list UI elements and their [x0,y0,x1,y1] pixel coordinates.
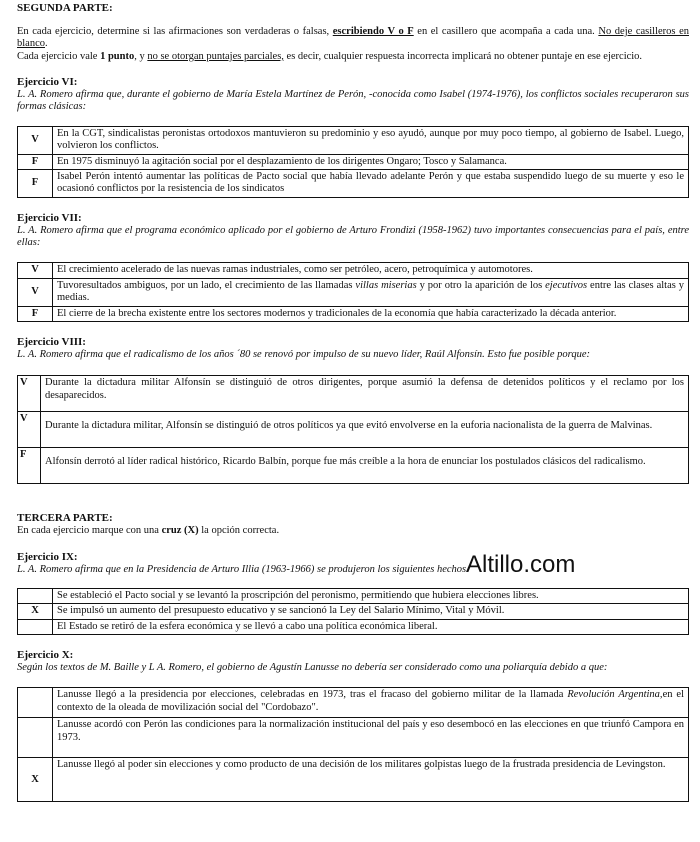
option-cell: Lanusse llegó al poder sin elecciones y como producto de una decisión de los militares golpistas luego de la frustrada presidencia de Levingston. [53,758,689,802]
exam-page [17,0,689,802]
watermark-text: Altillo.com [466,551,576,578]
ej9-statement: L. A. Romero afirma que en la Presidencia de Arturo Illia (1963-1966) se produjeron los siguientes hechos. [17,563,469,575]
table-row [18,278,689,306]
answer-cell[interactable] [18,588,53,603]
answer-cell[interactable]: V [18,126,53,154]
table-row [18,412,689,448]
table-row [18,376,689,412]
ej7-statement: L. A. Romero afirma que el programa económico aplicado por el gobierno de Arturo Frondizi (1958-1962) tuvo importantes consecuencias para el país, entre ellas: [17,224,689,249]
statement-cell: El cierre de la brecha existente entre los sectores modernos y tradicionales de la economía que había caracterizado la década anterior. [53,306,689,321]
answer-cell[interactable]: V [18,412,41,448]
section2-instructions: En cada ejercicio, determine si las afirmaciones son verdaderas o falsas, escribiendo V o F en el casillero que acompaña a cada una. No deje casilleros en blanco. [17,25,689,50]
table-row [18,448,689,484]
table-row [18,154,689,169]
statement-cell: Durante la dictadura militar, Alfonsín se distinguió de otros políticos ya que evitó envolverse en la euforia nacionalista de la guerra de Malvinas. [41,412,689,448]
ej9-title: Ejercicio IX: [17,550,78,563]
option-cell: Lanusse llegó a la presidencia por elecciones, celebradas en 1973, tras el fracaso del gobierno militar de la llamada Revolución Argentina,en el contexto de la oleada de movilización social del "Cordobazo". [53,688,689,718]
option-cell: Lanusse acordó con Perón las condiciones para la normalización institucional del país y eso desembocó en las elecciones en que triunfó Campora en 1973. [53,718,689,758]
table-row [18,126,689,154]
table-row [18,688,689,718]
ej10-table [17,687,689,802]
section3-instructions: En cada ejercicio marque con una cruz (X) la opción correcta. [17,525,280,537]
answer-cell[interactable]: F [18,169,53,197]
option-cell: Se estableció el Pacto social y se levantó la proscripción del peronismo, permitiendo que hubiera elecciones libres. [53,588,689,603]
statement-cell: En 1975 disminuyó la agitación social por el desplazamiento de los dirigentes Ongaro; Tosco y Salamanca. [53,154,689,169]
section3-title: TERCERA PARTE: [17,512,113,525]
answer-cell[interactable] [18,688,53,718]
ej8-statement: L. A. Romero afirma que el radicalismo de los años ´80 se renovó por impulso de su nuevo líder, Raúl Alfonsín. Esto fue posible porque: [17,348,590,360]
answer-cell[interactable]: X [18,604,53,619]
statement-cell: El crecimiento acelerado de las nuevas ramas industriales, como ser petróleo, acero, petroquímica y automotores. [53,263,689,278]
statement-cell: Durante la dictadura militar Alfonsín se distinguió de otros dirigentes, porque asumió la defensa de detenidos políticos y el reclamo por los desaparecidos. [41,376,689,412]
table-row [18,588,689,603]
option-cell: El Estado se retiró de la esfera económica y se llevó a cabo una política económica liberal. [53,619,689,634]
section2-scoring: Cada ejercicio vale 1 punto, y no se otorgan puntajes parciales, es decir, cualquier respuesta incorrecta implicará no obtener puntaje en ese ejercicio. [17,50,643,62]
table-row [18,604,689,619]
ej6-statement: L. A. Romero afirma que, durante el gobierno de María Estela Martínez de Perón, -conocida como Isabel (1974-1976), los conflictos sociales recuperaron sus formas clásicas: [17,89,689,113]
ej6-title: Ejercicio VI: [17,76,78,89]
ej9-table [17,588,689,635]
answer-cell[interactable]: F [18,306,53,321]
ej8-table [17,375,689,484]
ej10-title: Ejercicio X: [17,649,74,662]
answer-cell[interactable] [18,619,53,634]
answer-cell[interactable]: V [18,376,41,412]
statement-cell: Isabel Perón intentó aumentar las políticas de Pacto social que había llevado adelante Perón y que estaba suspendido luego de su muerte y eso le ocasionó conflictos por la resistencia de los sindicatos [53,169,689,197]
statement-cell: Tuvoresultados ambiguos, por un lado, el crecimiento de las llamadas villas miserias y por otro la aparición de los ejecutivos entre las clases altas y medias. [53,278,689,306]
table-row [18,169,689,197]
table-row [18,718,689,758]
table-row [18,619,689,634]
ej7-title: Ejercicio VII: [17,211,82,224]
answer-cell[interactable]: V [18,263,53,278]
statement-cell: En la CGT, sindicalistas peronistas ortodoxos mantuvieron su predominio y eso ayudó, aunque por muy poco tiempo, al gobierno de Isabel. Luego, volvieron los conflictos. [53,126,689,154]
ej7-table [17,262,689,322]
table-row [18,758,689,802]
answer-cell[interactable]: V [18,278,53,306]
table-row [18,263,689,278]
table-row [18,306,689,321]
ej6-table [17,126,689,198]
answer-cell[interactable]: X [18,758,53,802]
ej10-statement: Según los textos de M. Baille y L A. Romero, el gobierno de Agustín Lanusse no debería ser considerado como una poliarquía debido a que: [17,662,608,674]
answer-cell[interactable]: F [18,448,41,484]
section2-title: SEGUNDA PARTE: [17,2,113,14]
ej8-title: Ejercicio VIII: [17,335,86,348]
statement-cell: Alfonsín derrotó al líder radical histórico, Ricardo Balbín, porque fue más creíble a la hora de enunciar los postulados clásicos del radicalismo. [41,448,689,484]
answer-cell[interactable]: F [18,154,53,169]
option-cell: Se impulsó un aumento del presupuesto educativo y se sancionó la Ley del Salario Mínimo, Vital y Móvil. [53,604,689,619]
answer-cell[interactable] [18,718,53,758]
